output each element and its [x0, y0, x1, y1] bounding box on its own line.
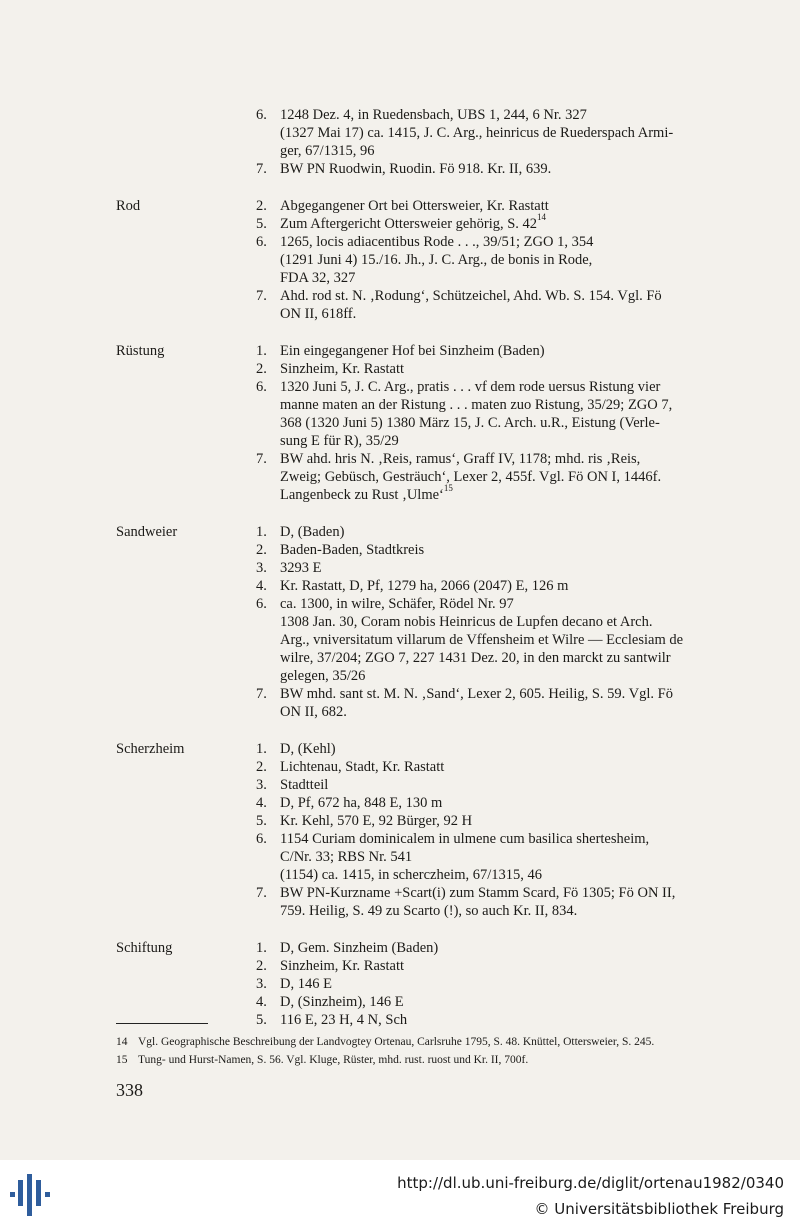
- item-text-line: [280, 812, 736, 830]
- item-number: 6.: [256, 234, 267, 250]
- numbered-item: [256, 1011, 736, 1029]
- entry-items: [256, 523, 736, 721]
- item-text: Langenbeck zu Rust ‚Ulme‘: [280, 487, 444, 503]
- item-text-line: [280, 866, 736, 884]
- item-text-line: [280, 649, 736, 667]
- item-text: ON II, 618ff.: [280, 306, 357, 322]
- item-text-line: [280, 523, 736, 541]
- item-text-line: [280, 124, 736, 142]
- item-text-line: [280, 559, 736, 577]
- item-text: D, Gem. Sinzheim (Baden): [280, 940, 439, 956]
- place-entry: [116, 106, 736, 178]
- item-text: gelegen, 35/26: [280, 668, 366, 684]
- numbered-item: [256, 160, 736, 178]
- item-text: ca. 1300, in wilre, Schäfer, Rödel Nr. 97: [280, 596, 514, 612]
- item-text: 759. Heilig, S. 49 zu Scarto (!), so auch Kr. II, 834.: [280, 903, 578, 919]
- item-text-line: [280, 794, 736, 812]
- item-text: Zum Aftergericht Ottersweier gehörig, S. 42: [280, 216, 538, 232]
- place-name: Rüstung: [116, 343, 165, 359]
- item-number: 5.: [256, 1012, 267, 1028]
- item-text-line: [280, 613, 736, 631]
- item-text-line: [280, 758, 736, 776]
- entry-items: [256, 740, 736, 920]
- numbered-item: [256, 776, 736, 794]
- item-number: 1.: [256, 741, 267, 757]
- item-text: D, (Kehl): [280, 741, 336, 757]
- place-entry: [116, 342, 736, 504]
- numbered-item: [256, 287, 736, 323]
- item-text-line: [280, 378, 736, 396]
- entry-items: [256, 342, 736, 504]
- footnote: [116, 1051, 736, 1069]
- numbered-item: [256, 758, 736, 776]
- item-text-line: [280, 685, 736, 703]
- item-text-line: [280, 468, 736, 486]
- item-text-line: [280, 269, 736, 287]
- place-entry: [116, 740, 736, 920]
- item-text-line: [280, 740, 736, 758]
- footnote-number: 14: [116, 1036, 128, 1048]
- viewer-footer: [0, 1160, 800, 1226]
- footnote-number: 15: [116, 1054, 128, 1066]
- item-text: manne maten an der Ristung . . . maten zuo Ristung, 35/29; ZGO 7,: [280, 397, 673, 413]
- item-text-line: [280, 142, 736, 160]
- ub-freiburg-logo-icon: [10, 1174, 50, 1216]
- numbered-item: [256, 106, 736, 160]
- item-text-line: [280, 667, 736, 685]
- place-name: Sandweier: [116, 524, 178, 540]
- numbered-item: [256, 577, 736, 595]
- numbered-item: [256, 342, 736, 360]
- item-text-line: [280, 287, 736, 305]
- item-text: Stadtteil: [280, 777, 329, 793]
- item-number: 6.: [256, 379, 267, 395]
- entry-items: [256, 939, 736, 1029]
- item-number: 2.: [256, 198, 267, 214]
- item-text: sung E für R), 35/29: [280, 433, 399, 449]
- item-text-line: [280, 830, 736, 848]
- item-text-line: [280, 703, 736, 721]
- item-number: 6.: [256, 596, 267, 612]
- item-text-line: [280, 993, 736, 1011]
- item-text-line: [280, 106, 736, 124]
- item-text-line: [280, 595, 736, 613]
- item-number: 7.: [256, 885, 267, 901]
- item-number: 6.: [256, 831, 267, 847]
- item-number: 3.: [256, 560, 267, 576]
- item-text: 116 E, 23 H, 4 N, Sch: [280, 1012, 408, 1028]
- copyright-notice: © Universitätsbibliothek Freiburg: [534, 1200, 784, 1218]
- entry-list: [116, 106, 736, 1048]
- page-number: 338: [116, 1080, 143, 1100]
- item-text: Lichtenau, Stadt, Kr. Rastatt: [280, 759, 445, 775]
- item-text: Kr. Kehl, 570 E, 92 Bürger, 92 H: [280, 813, 473, 829]
- item-text: D, 146 E: [280, 976, 332, 992]
- item-number: 4.: [256, 795, 267, 811]
- item-text: D, (Baden): [280, 524, 345, 540]
- item-text: (1154) ca. 1415, in scherczheim, 67/1315, 46: [280, 867, 543, 883]
- numbered-item: [256, 233, 736, 287]
- item-text: BW mhd. sant st. M. N. ‚Sand‘, Lexer 2, 605. Heilig, S. 59. Vgl. Fö: [280, 686, 673, 702]
- numbered-item: [256, 197, 736, 215]
- item-text-line: [280, 957, 736, 975]
- item-text: 1320 Juni 5, J. C. Arg., pratis . . . vf dem rode uersus Ristung vier: [280, 379, 661, 395]
- item-number: 4.: [256, 994, 267, 1010]
- item-text: Ahd. rod st. N. ‚Rodung‘, Schützeichel, Ahd. Wb. S. 154. Vgl. Fö: [280, 288, 662, 304]
- numbered-item: [256, 957, 736, 975]
- item-text-line: [280, 939, 736, 957]
- item-text: D, (Sinzheim), 146 E: [280, 994, 404, 1010]
- item-number: 3.: [256, 976, 267, 992]
- footnote-reference: 14: [537, 212, 547, 223]
- item-number: 6.: [256, 107, 267, 123]
- footnote: [116, 1033, 736, 1051]
- item-text-line: [280, 212, 736, 233]
- item-text-line: [280, 776, 736, 794]
- item-text: BW ahd. hris N. ‚Reis, ramus‘, Graff IV, 1178; mhd. ris ‚Reis,: [280, 451, 641, 467]
- item-text-line: [280, 360, 736, 378]
- item-text: BW PN Ruodwin, Ruodin. Fö 918. Kr. II, 639.: [280, 161, 552, 177]
- item-text-line: [280, 884, 736, 902]
- item-text: 1154 Curiam dominicalem in ulmene cum basilica shertesheim,: [280, 831, 650, 847]
- item-text-line: [280, 251, 736, 269]
- item-text-line: [280, 233, 736, 251]
- item-number: 3.: [256, 777, 267, 793]
- numbered-item: [256, 975, 736, 993]
- item-text: 3293 E: [280, 560, 322, 576]
- footnote-text: Tung- und Hurst-Namen, S. 56. Vgl. Kluge, Rüster, mhd. rust. ruost und Kr. II, 700f.: [138, 1054, 529, 1066]
- item-number: 1.: [256, 940, 267, 956]
- item-number: 2.: [256, 958, 267, 974]
- item-text: Ein eingegangener Hof bei Sinzheim (Baden): [280, 343, 545, 359]
- item-number: 7.: [256, 686, 267, 702]
- item-text-line: [280, 1011, 736, 1029]
- entry-items: [256, 197, 736, 323]
- numbered-item: [256, 830, 736, 884]
- item-number: 1.: [256, 524, 267, 540]
- item-text-line: [280, 975, 736, 993]
- item-text: Abgegangener Ort bei Ottersweier, Kr. Rastatt: [280, 198, 549, 214]
- item-text-line: [280, 197, 736, 215]
- numbered-item: [256, 993, 736, 1011]
- place-name: Rod: [116, 198, 141, 214]
- item-text: 368 (1320 Juni 5) 1380 März 15, J. C. Arch. u.R., Eistung (Verle-: [280, 415, 660, 431]
- item-text-line: [280, 631, 736, 649]
- place-name: Scherzheim: [116, 741, 185, 757]
- item-number: 5.: [256, 813, 267, 829]
- footnote-text: Vgl. Geographische Beschreibung der Landvogtey Ortenau, Carlsruhe 1795, S. 48. Knüttel, Ottersweier, S. 245.: [138, 1036, 655, 1048]
- numbered-item: [256, 740, 736, 758]
- numbered-item: [256, 360, 736, 378]
- item-number: 2.: [256, 361, 267, 377]
- footnote-divider: [116, 1023, 208, 1024]
- item-number: 1.: [256, 343, 267, 359]
- item-text: BW PN-Kurzname +Scart(i) zum Stamm Scard, Fö 1305; Fö ON II,: [280, 885, 676, 901]
- place-entry: [116, 197, 736, 323]
- item-number: 2.: [256, 759, 267, 775]
- numbered-item: [256, 794, 736, 812]
- numbered-item: [256, 559, 736, 577]
- entry-items: [256, 106, 736, 178]
- numbered-item: [256, 595, 736, 685]
- item-text: Sinzheim, Kr. Rastatt: [280, 361, 405, 377]
- item-text: 1265, locis adiacentibus Rode . . ., 39/51; ZGO 1, 354: [280, 234, 594, 250]
- item-text: FDA 32, 327: [280, 270, 356, 286]
- numbered-item: [256, 450, 736, 504]
- item-text-line: [280, 902, 736, 920]
- item-text: 1248 Dez. 4, in Ruedensbach, UBS 1, 244, 6 Nr. 327: [280, 107, 587, 123]
- item-text: 1308 Jan. 30, Coram nobis Heinricus de Lupfen decano et Arch.: [280, 614, 653, 630]
- item-text-line: [280, 305, 736, 323]
- item-text-line: [280, 450, 736, 468]
- item-text-line: [280, 577, 736, 595]
- item-text-line: [280, 414, 736, 432]
- item-text-line: [280, 541, 736, 559]
- permalink-url[interactable]: http://dl.ub.uni-freiburg.de/diglit/ortenau1982/0340: [397, 1174, 784, 1192]
- item-text: ger, 67/1315, 96: [280, 143, 375, 159]
- numbered-item: [256, 685, 736, 721]
- numbered-item: [256, 884, 736, 920]
- item-text: ON II, 682.: [280, 704, 347, 720]
- numbered-item: [256, 812, 736, 830]
- item-text: (1291 Juni 4) 15./16. Jh., J. C. Arg., de bonis in Rode,: [280, 252, 593, 268]
- item-text: Sinzheim, Kr. Rastatt: [280, 958, 405, 974]
- place-name: Schiftung: [116, 940, 173, 956]
- footnote-reference: 15: [443, 483, 453, 494]
- item-text: Arg., vniversitatum villarum de Vffensheim et Wilre — Ecclesiam de: [280, 632, 684, 648]
- item-text: Kr. Rastatt, D, Pf, 1279 ha, 2066 (2047) E, 126 m: [280, 578, 569, 594]
- item-text-line: [280, 432, 736, 450]
- numbered-item: [256, 523, 736, 541]
- item-text-line: [280, 160, 736, 178]
- item-text: Baden-Baden, Stadtkreis: [280, 542, 425, 558]
- numbered-item: [256, 212, 736, 233]
- item-text-line: [280, 396, 736, 414]
- footnotes: [116, 1033, 736, 1069]
- item-text: (1327 Mai 17) ca. 1415, J. C. Arg., heinricus de Ruederspach Armi-: [280, 125, 674, 141]
- item-text: C/Nr. 33; RBS Nr. 541: [280, 849, 413, 865]
- item-text-line: [280, 848, 736, 866]
- item-number: 7.: [256, 451, 267, 467]
- numbered-item: [256, 939, 736, 957]
- item-number: 7.: [256, 161, 267, 177]
- place-entry: [116, 939, 736, 1029]
- item-number: 7.: [256, 288, 267, 304]
- item-number: 4.: [256, 578, 267, 594]
- item-text: wilre, 37/204; ZGO 7, 227 1431 Dez. 20, in den marckt zu santwilr: [280, 650, 671, 666]
- numbered-item: [256, 378, 736, 450]
- item-text-line: [280, 342, 736, 360]
- place-entry: [116, 523, 736, 721]
- item-text-line: [280, 483, 736, 504]
- item-text: D, Pf, 672 ha, 848 E, 130 m: [280, 795, 443, 811]
- numbered-item: [256, 541, 736, 559]
- item-number: 5.: [256, 216, 267, 232]
- item-number: 2.: [256, 542, 267, 558]
- item-text: Zweig; Gebüsch, Gesträuch‘, Lexer 2, 455f. Vgl. Fö ON I, 1446f.: [280, 469, 662, 485]
